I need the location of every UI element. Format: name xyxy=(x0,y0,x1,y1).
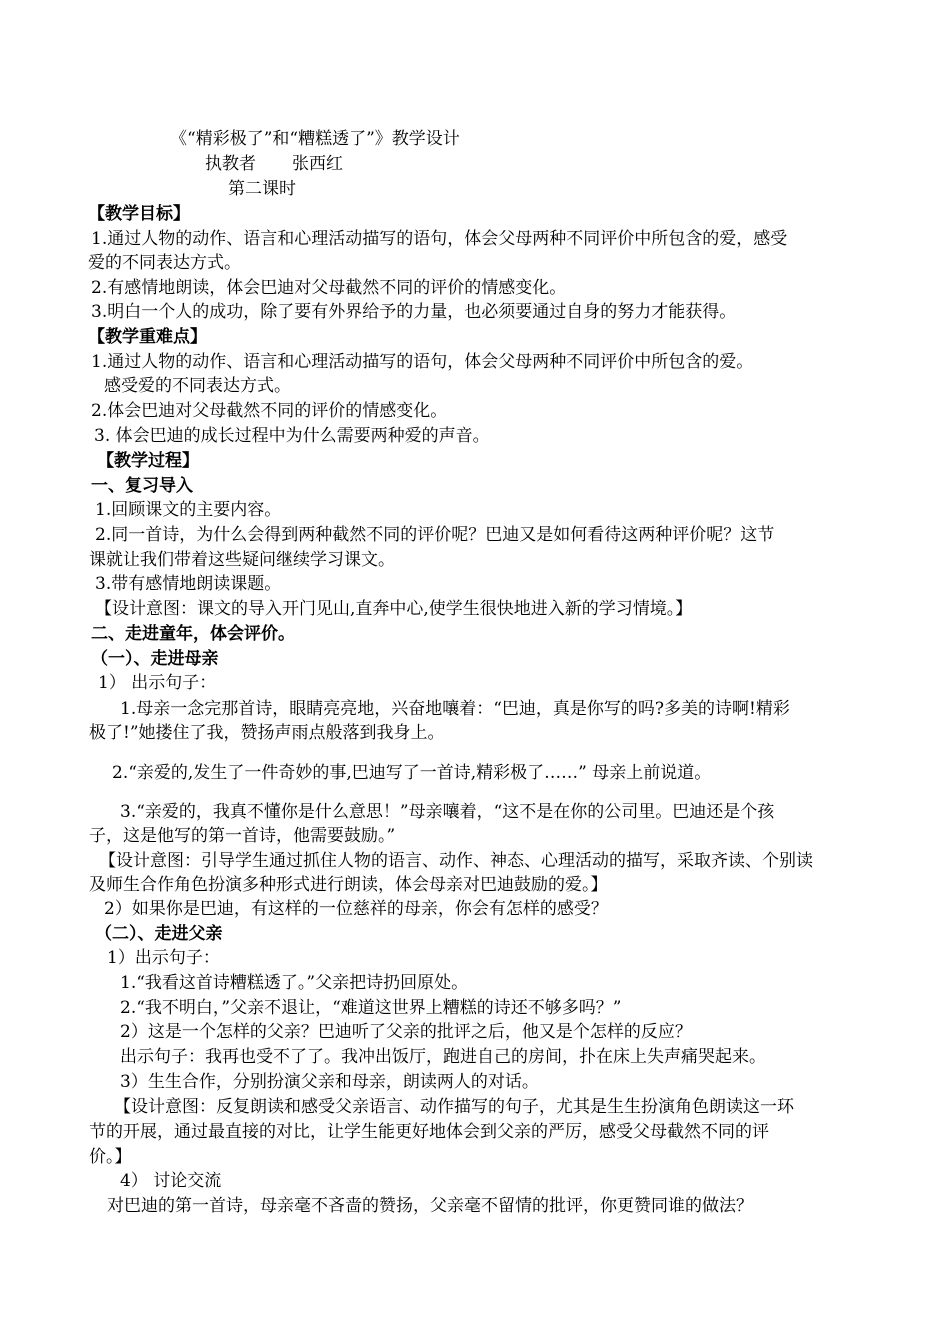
part1-line: 3.带有感情地朗读课题。 xyxy=(95,574,282,594)
design-intent-note: 【设计意图：引导学生通过抓住人物的语言、动作、神态、心理活动的描写，采取齐读、个别读 xyxy=(99,851,813,871)
father-line: 出示句子：我再也受不了了。我冲出饭厅，跑进自己的房间，扑在床上失声痛哭起来。 xyxy=(120,1047,766,1067)
mother-line: 1） 出示句子： xyxy=(98,673,217,693)
father-line: 1.“我看这首诗糟糕透了。”父亲把诗扔回原处。 xyxy=(120,973,469,993)
mother-line: 2）如果你是巴迪，有这样的一位慈祥的母亲，你会有怎样的感受？ xyxy=(104,899,608,919)
difficulty-line: 感受爱的不同表达方式。 xyxy=(104,376,291,396)
part1-heading: 一、复习导入 xyxy=(91,476,193,496)
mother-line: 1.母亲一念完那首诗，眼睛亮亮地，兴奋地嚷着：“巴迪，真是你写的吗?多美的诗啊!精彩 xyxy=(120,699,790,719)
design-intent-note: 节的开展，通过最直接的对比，让学生能更好地体会到父亲的严厉，感受父母截然不同的评 xyxy=(89,1122,769,1142)
design-intent-note: 及师生合作角色扮演多种形式进行朗读，体会母亲对巴迪鼓励的爱。】 xyxy=(89,875,608,895)
father-line: 1）出示句子： xyxy=(107,948,220,968)
design-intent-note: 价。】 xyxy=(89,1147,132,1167)
father-line: 3）生生合作，分别扮演父亲和母亲，朗读两人的对话。 xyxy=(120,1072,539,1092)
process-heading: 【教学过程】 xyxy=(97,451,199,471)
difficulty-line: 2.体会巴迪对父母截然不同的评价的情感变化。 xyxy=(91,401,448,421)
part1-line: 1.回顾课文的主要内容。 xyxy=(95,500,282,520)
part1-line: 课就让我们带着这些疑问继续学习课文。 xyxy=(89,550,395,570)
mother-line: 2.“亲爱的,发生了一件奇妙的事,巴迪写了一首诗,精彩极了……” 母亲上前说道。 xyxy=(112,763,712,783)
father-line: 2.“我不明白，”父亲不退让，“难道这世界上糟糕的诗还不够多吗？” xyxy=(120,998,622,1018)
lesson-label: 第二课时 xyxy=(228,179,296,199)
goals-heading: 【教学目标】 xyxy=(88,204,190,224)
mother-line: 3.“亲爱的，我真不懂你是什么意思！”母亲嚷着，“这不是在你的公司里。巴迪还是个孩 xyxy=(120,802,775,822)
design-intent-note: 【设计意图：反复朗读和感受父亲语言、动作描写的句子，尤其是生生扮演角色朗读这一环 xyxy=(114,1097,794,1117)
goal-line: 1.通过人物的动作、语言和心理活动描写的语句，体会父母两种不同评价中所包含的爱，感受 xyxy=(91,229,788,249)
difficulty-line: 1.通过人物的动作、语言和心理活动描写的语句，体会父母两种不同评价中所包含的爱。 xyxy=(91,352,754,372)
goal-line: 爱的不同表达方式。 xyxy=(88,253,241,273)
difficulties-heading: 【教学重难点】 xyxy=(88,327,207,347)
design-intent-note: 【设计意图：课文的导入开门见山,直奔中心,使学生很快地进入新的学习情境。】 xyxy=(95,599,693,619)
father-line: 4） 讨论交流 xyxy=(120,1171,222,1191)
goal-line: 2.有感情地朗读，体会巴迪对父母截然不同的评价的情感变化。 xyxy=(91,278,567,298)
part1-line: 2.同一首诗，为什么会得到两种截然不同的评价呢？巴迪又是如何看待这两种评价呢？这节 xyxy=(95,525,775,545)
mother-line: 子，这是他写的第一首诗，他需要鼓励。” xyxy=(89,826,396,846)
mother-heading: （一）、走进母亲 xyxy=(91,649,219,669)
goal-line: 3.明白一个人的成功，除了要有外界给予的力量，也必须要通过自身的努力才能获得。 xyxy=(91,302,737,322)
part2-heading: 二、走进童年，体会评价。 xyxy=(91,624,295,644)
father-line: 对巴迪的第一首诗，母亲毫不吝啬的赞扬，父亲毫不留情的批评，你更赞同谁的做法？ xyxy=(107,1196,753,1216)
mother-line: 极了!”她搂住了我，赞扬声雨点般落到我身上。 xyxy=(89,723,445,743)
difficulty-line: 3. 体会巴迪的成长过程中为什么需要两种爱的声音。 xyxy=(94,426,490,446)
teacher-name: 张西红 xyxy=(292,154,343,174)
father-line: 2）这是一个怎样的父亲？巴迪听了父亲的批评之后，他又是个怎样的反应？ xyxy=(120,1022,692,1042)
document-title: 《“精彩极了”和“糟糕透了”》教学设计 xyxy=(170,129,460,149)
teacher-label: 执教者 xyxy=(205,154,256,174)
father-heading: （二）、走进父亲 xyxy=(95,924,223,944)
